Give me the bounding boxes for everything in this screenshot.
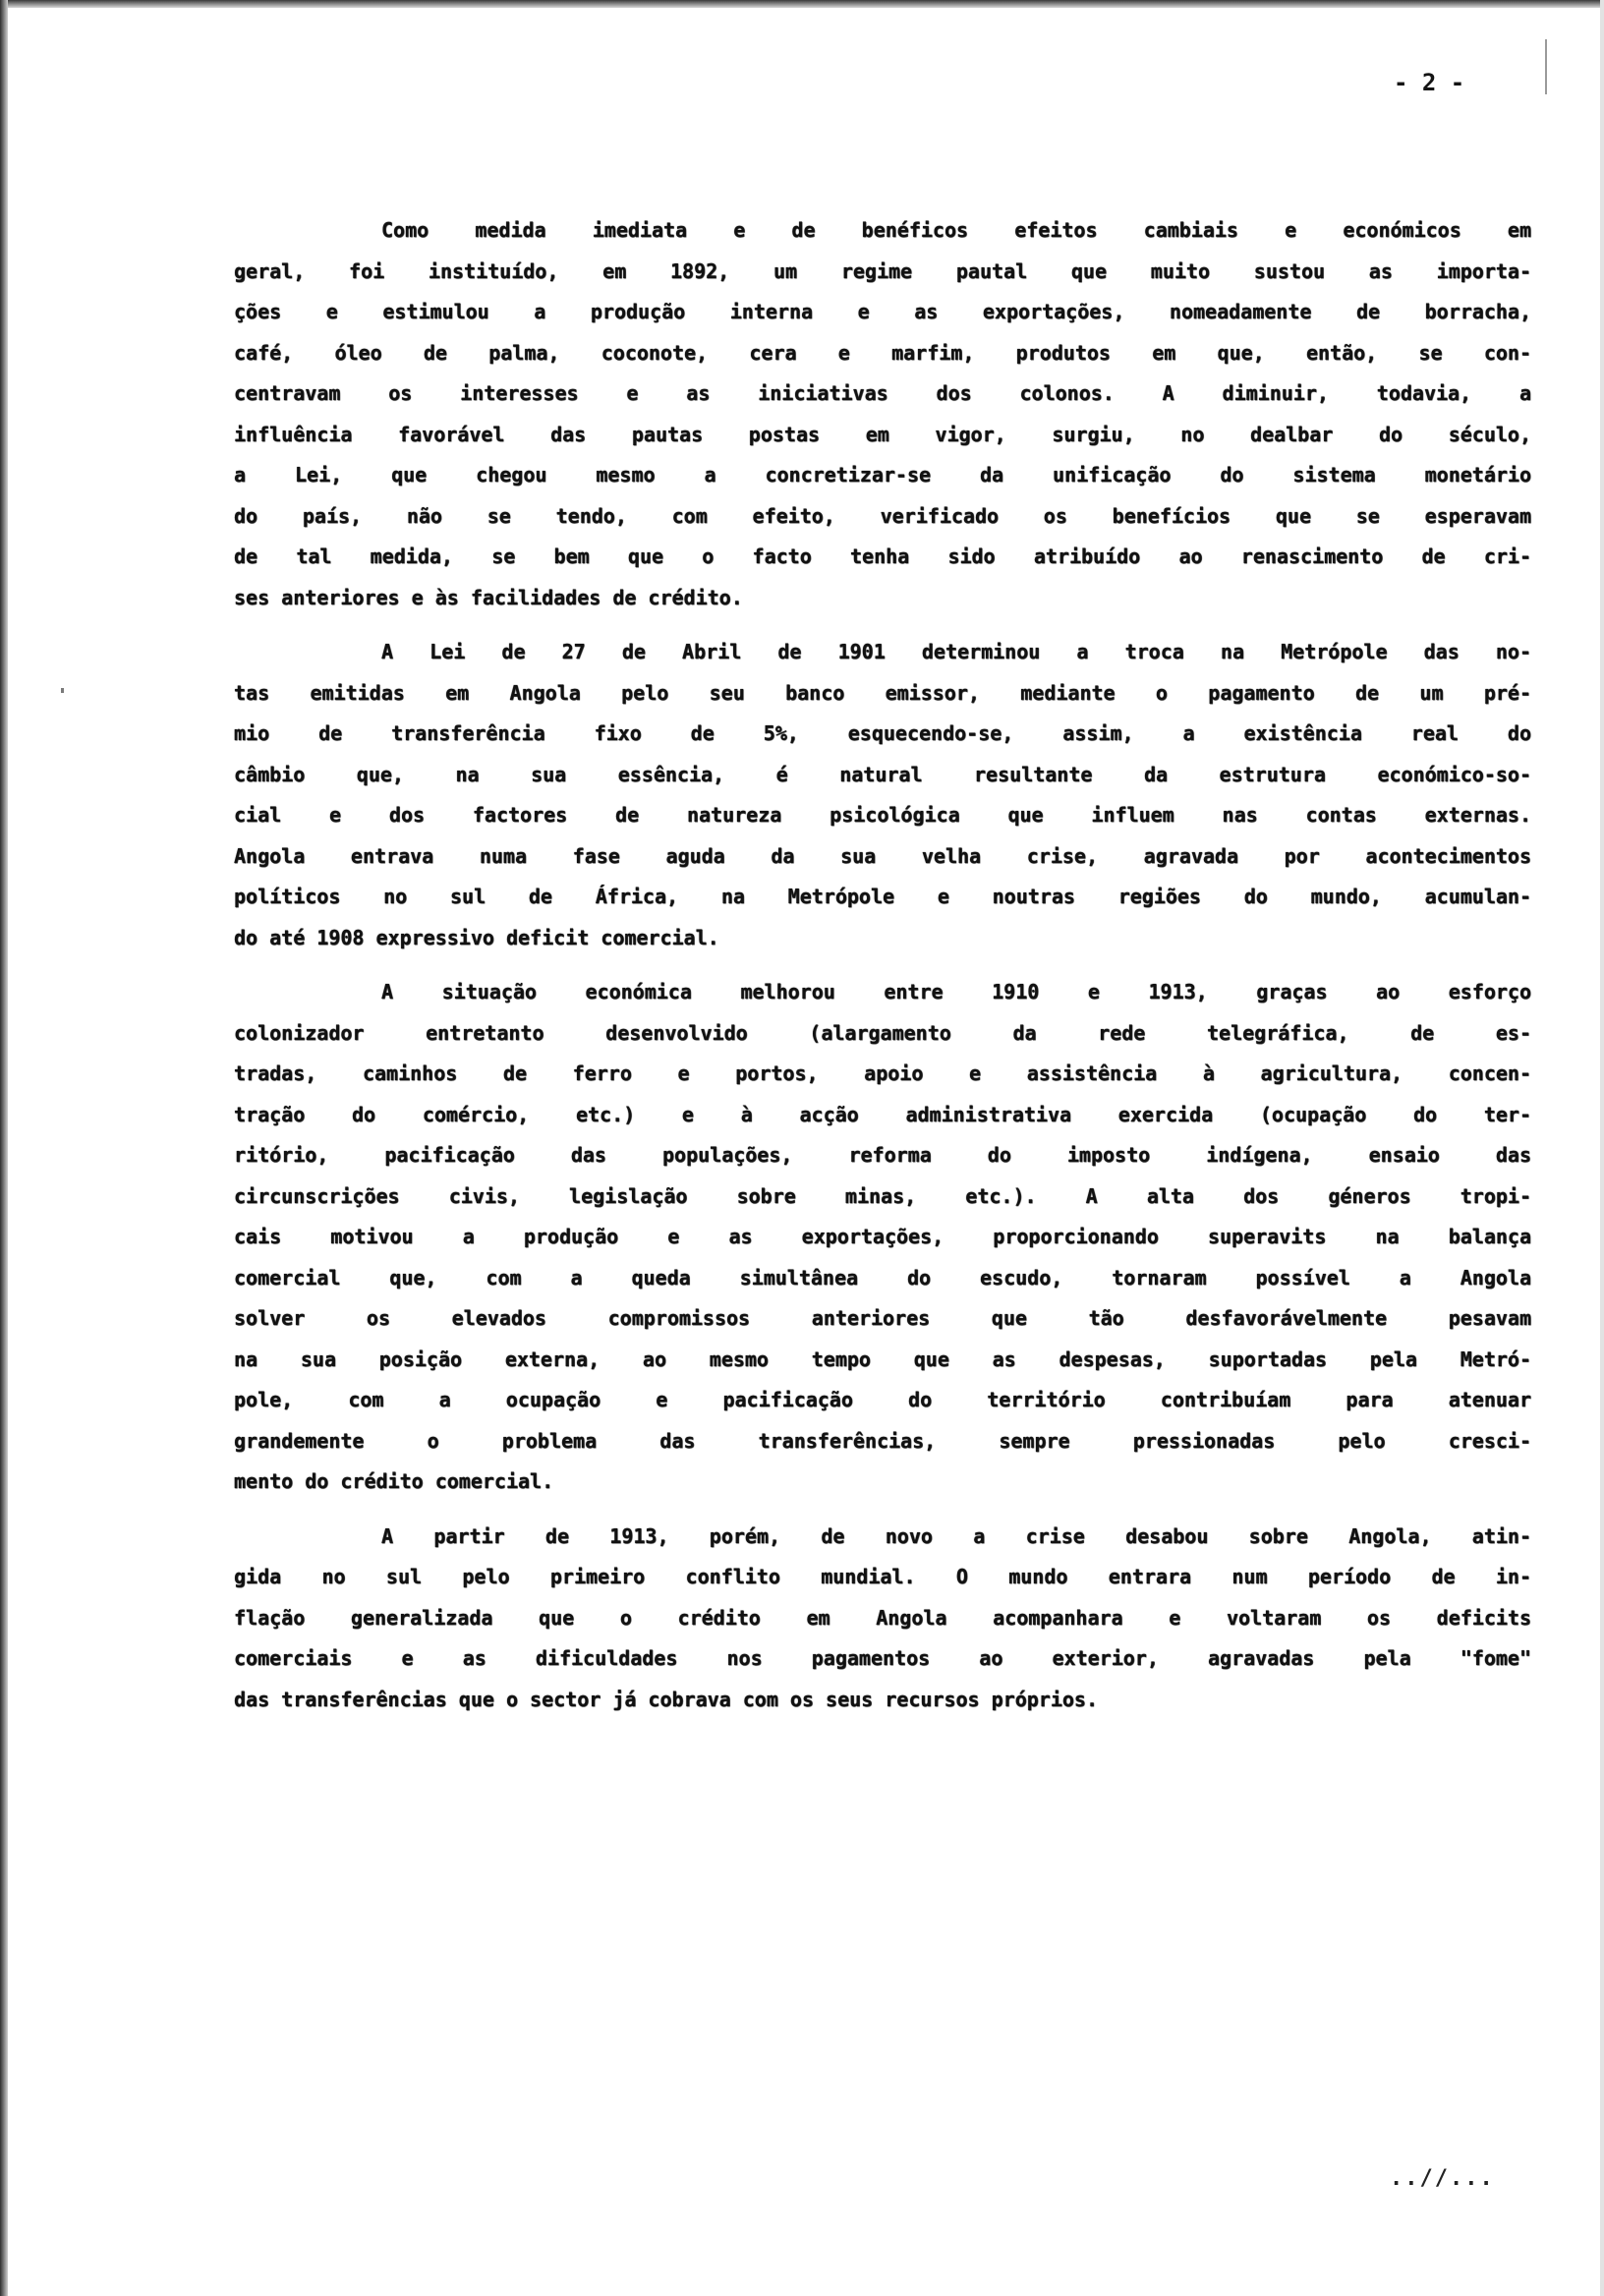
text-line: na sua posição externa, ao mesmo tempo que as despesas, suportadas pela Metró- <box>234 1347 1531 1371</box>
body-text <box>234 210 1531 1734</box>
text-line: cial e dos factores de natureza psicológica que influem nas contas externas. <box>234 803 1531 827</box>
text-line: comerciais e as dificuldades nos pagamentos ao exterior, agravadas pela "fome" <box>234 1646 1531 1670</box>
text-line: tas emitidas em Angola pelo seu banco emissor, mediante o pagamento de um pré- <box>234 680 1531 705</box>
text-line: tradas, caminhos de ferro e portos, apoio e assistência à agricultura, concen- <box>234 1062 1531 1085</box>
text-line: A situação económica melhorou entre 1910 e 1913, graças ao esforço <box>381 980 1531 1004</box>
paragraph-3 <box>234 972 1531 1503</box>
text-line: comercial que, com a queda simultânea do escudo, tornaram possível a Angola <box>234 1265 1531 1290</box>
text-line: ritório, pacificação das populações, reforma do imposto indígena, ensaio das <box>234 1143 1531 1167</box>
text-line: Como medida imediata e de benéficos efeitos cambiais e económicos em <box>381 218 1531 242</box>
scan-edge-left <box>0 0 8 2296</box>
text-line: do até 1908 expressivo deficit comercial. <box>234 925 719 949</box>
text-line: grandemente o problema das transferências, sempre pressionadas pelo cresci- <box>234 1428 1531 1453</box>
page-number: - 2 - <box>1394 69 1465 96</box>
text-line: de tal medida, se bem que o facto tenha sido atribuído ao renascimento de cri- <box>234 545 1531 568</box>
text-line: circunscrições civis, legislação sobre minas, etc.). A alta dos géneros tropi- <box>234 1183 1531 1208</box>
text-line: flação generalizada que o crédito em Angola acompanhara e voltaram os deficits <box>234 1605 1531 1630</box>
text-line: colonizador entretanto desenvolvido (alargamento da rede telegráfica, de es- <box>234 1020 1531 1045</box>
text-line: geral, foi instituído, em 1892, um regime pautal que muito sustou as importa- <box>234 258 1531 283</box>
text-line: mento do crédito comercial. <box>234 1469 554 1493</box>
text-line: ções e estimulou a produção interna e as exportações, nomeadamente de borracha, <box>234 300 1531 323</box>
text-line: mio de transferência fixo de 5%, esquecendo-se, assim, a existência real do <box>234 721 1531 745</box>
text-line: pole, com a ocupação e pacificação do território contribuíam para atenuar <box>234 1388 1531 1411</box>
text-line: câmbio que, na sua essência, é natural resultante da estrutura económico-so- <box>234 762 1531 786</box>
margin-mark <box>1545 39 1547 94</box>
paragraph-4 <box>234 1517 1531 1721</box>
text-line: influência favorável das pautas postas em vigor, surgiu, no dealbar do século, <box>234 422 1531 446</box>
continuation-mark: ..//... <box>1390 2166 1495 2191</box>
text-line: do país, não se tendo, com efeito, verificado os benefícios que se esperavam <box>234 503 1531 528</box>
paragraph-2 <box>234 632 1531 958</box>
text-line: políticos no sul de África, na Metrópole e noutras regiões do mundo, acumulan- <box>234 885 1531 908</box>
text-line: ses anteriores e às facilidades de crédito. <box>234 585 743 609</box>
text-line: cais motivou a produção e as exportações, proporcionando superavits na balança <box>234 1225 1531 1248</box>
scan-edge-right <box>1600 0 1604 2296</box>
paragraph-1 <box>234 210 1531 618</box>
text-line: solver os elevados compromissos anteriores que tão desfavorávelmente pesavam <box>234 1306 1531 1330</box>
text-line: a Lei, que chegou mesmo a concretizar-se da unificação do sistema monetário <box>234 463 1531 487</box>
text-line: gida no sul pelo primeiro conflito mundial. O mundo entrara num período de in- <box>234 1565 1531 1588</box>
text-line: tração do comércio, etc.) e à acção administrativa exercida (ocupação do ter- <box>234 1102 1531 1126</box>
text-line: centravam os interesses e as iniciativas dos colonos. A diminuir, todavia, a <box>234 381 1531 405</box>
text-line: A Lei de 27 de Abril de 1901 determinou a troca na Metrópole das no- <box>381 640 1531 663</box>
text-line: A partir de 1913, porém, de novo a crise desabou sobre Angola, atin- <box>381 1523 1531 1548</box>
margin-mark <box>61 688 64 693</box>
scan-edge-top <box>0 0 1604 8</box>
text-line: das transferências que o sector já cobrava com os seus recursos próprios. <box>234 1687 1098 1711</box>
text-line: Angola entrava numa fase aguda da sua velha crise, agravada por acontecimentos <box>234 843 1531 868</box>
text-line: café, óleo de palma, coconote, cera e marfim, produtos em que, então, se con- <box>234 340 1531 365</box>
